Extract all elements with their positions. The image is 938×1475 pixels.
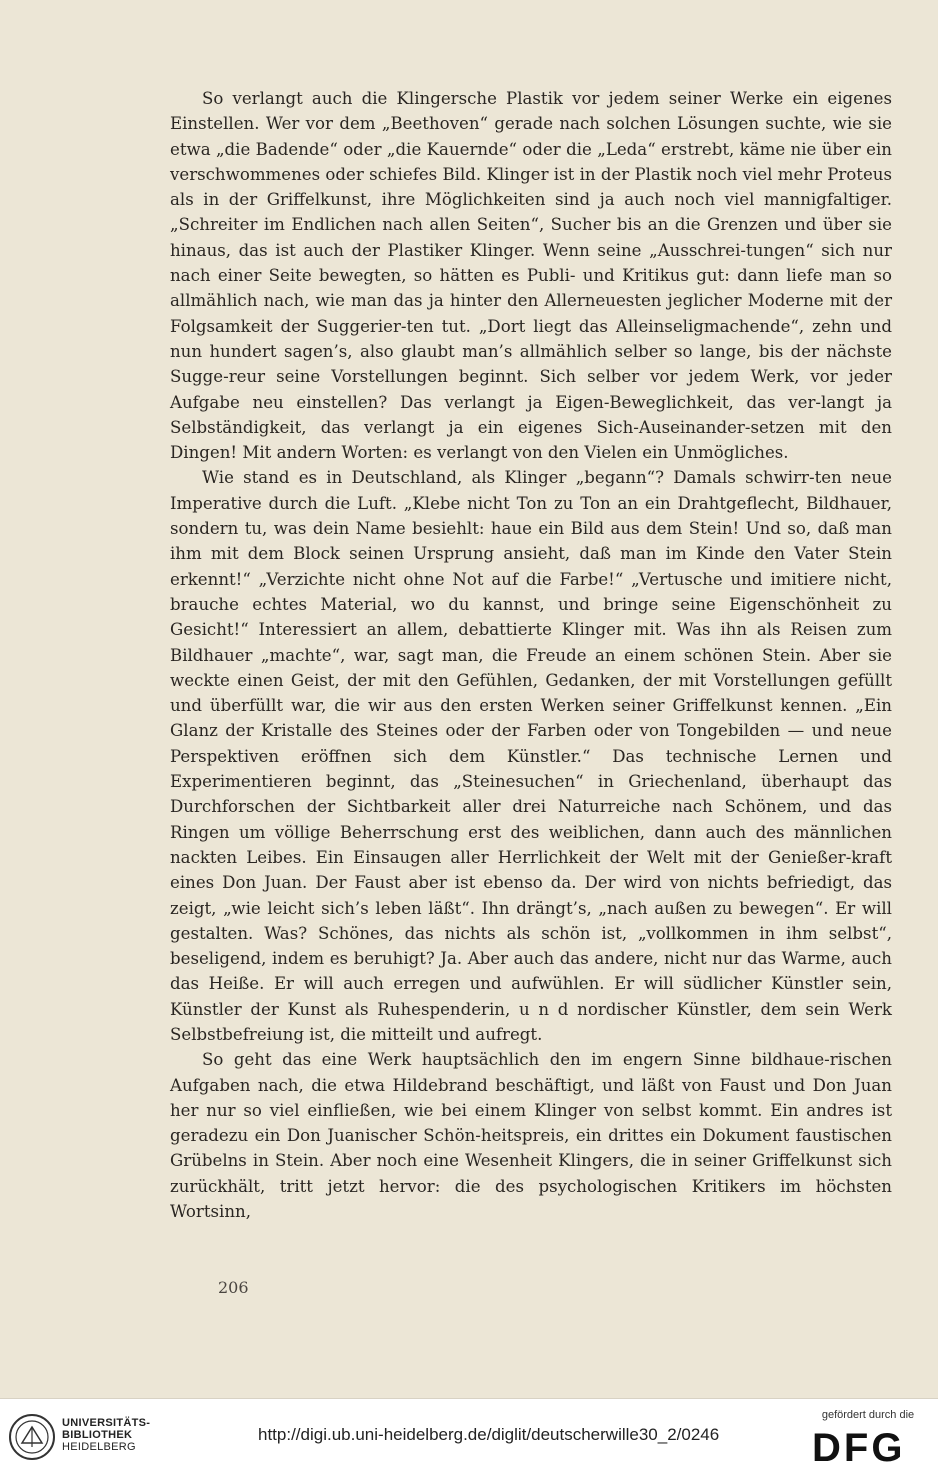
library-name-line3: HEIDELBERG [62,1441,136,1453]
library-name-line2: BIBLIOTHEK [62,1429,133,1441]
library-name-line1: UNIVERSITÄTS- [62,1417,151,1429]
paragraph-1: So verlangt auch die Klingersche Plastik vor jedem seiner Werke ein eigenes Einstellen. Wer vor dem „Beethoven“ gerade nach solchen Lösungen suchte, wie sie etwa „die Badende“ oder „die Kauernde“ oder die „Leda“ erstrebt, käme nie über ein verschwommenes oder schiefes Bild. Klinger ist in der Plastik noch viel mehr Proteus als in der Griffelkunst, ihre Möglichkeiten sind ja auch noch viel mannigfaltiger. „Schreiter im Endlichen nach allen Seiten“, Sucher bis an die Grenzen und über sie hinaus, das ist auch der Plastiker Klinger. Wenn seine „Ausschrei-tungen“ sich nur nach einer Seite bewegten, so hätten es Publi- und Kritikus gut: dann liefe man so allmählich nach, wie man das ja hinter den Allerneuesten jeglicher Moderne mit der Folgsamkeit der Suggerier-ten tut. „Dort liegt das Alleinseligmachende“, zehn und nun hundert sagen’s, also glaubt man’s allmählich selber so lange, bis der nächste Sugge-reur seine Vorstellungen beginnt. Sich selber vor jedem Werk, vor jeder Aufgabe neu einstellen? Das verlangt ja Eigen-Beweglichkeit, das ver-langt ja Selbständigkeit, das verlangt ja ein eigenes Sich-Auseinander-setzen mit den Dingen! Mit andern Worten: es verlangt von den Vielen ein Unmögliches. [170,89,892,463]
library-name [62,1417,150,1453]
permalink-url[interactable]: http://digi.ub.uni-heidelberg.de/diglit/deutscherwille30_2/0246 [258,1425,720,1444]
funding-label: gefördert durch die [821,1409,915,1421]
page-number: 206 [218,1278,249,1297]
university-seal-icon [8,1413,56,1461]
paragraph-3: So geht das eine Werk hauptsächlich den im engern Sinne bildhaue-rischen Aufgaben nach, die etwa Hildebrand beschäftigt, und läßt von Faust und Don Juan her nur so viel einfließen, wie bei einem Klinger von selbst kommt. Ein andres ist geradezu ein Don Juanischer Schön-heitspreis, ein drittes ein Dokument faustischen Grübelns in Stein. Aber noch eine Wesenheit Klingers, die in seiner Griffelkunst sich zurückhält, tritt jetzt hervor: die des psychologischen Kritikers im höchsten Wortsinn, [170,1050,892,1222]
paragraph-2: Wie stand es in Deutschland, als Klinger „begann“? Damals schwirr-ten neue Imperative durch die Luft. „Klebe nicht Ton zu Ton an ein Drahtgeflecht, Bildhauer, sondern tu, was dein Name besiehlt: haue ein Bild aus dem Stein! Und so, daß man ihm mit dem Block seinen Ursprung ansieht, daß man im Kinde den Vater Stein erkennt!“ „Verzichte nicht ohne Not auf die Farbe!“ „Vertusche und imitiere nicht, brauche echtes Material, wo du kannst, und bringe seine Eigenschönheit zu Gesicht!“ Interessiert an allem, debattierte Klinger mit. Was ihn als Reisen zum Bildhauer „machte“, war, sagt man, die Freude an einem schönen Stein. Aber sie weckte einen Geist, der mit den Gefühlen, Gedanken, der mit Vorstellungen gefüllt und überfüllt war, die wir aus den ersten Werken seiner Griffelkunst kennen. „Ein Glanz der Kristalle des Steines oder der Farben oder von Tongebilden — und neue Perspektiven eröffnen sich dem Künstler.“ Das technische Lernen und Experimentieren beginnt, das „Steinesuchen“ in Griechenland, überhaupt das Durchforschen der Sichtbarkeit aller drei Naturreiche nach Schönem, und das Ringen um völlige Beherrschung erst des weiblichen, dann auch des männlichen nackten Leibes. Ein Einsaugen aller Herrlichkeit der Welt mit der Genießer-kraft eines Don Juan. Der Faust aber ist ebenso da. Der wird von nichts befriedigt, das zeigt, „wie leicht sich’s leben läßt“. Ihn drängt’s, „nach außen zu bewegen“. Er will gestalten. Was? Schönes, das nichts als schön ist, „vollkommen in ihm selbst“, beseligend, indem es beruhigt? Ja. Aber auch das andere, nicht nur das Warme, auch das Heiße. Er will auch erregen und aufwühlen. Er will südlicher Künstler sein, Künstler der Kunst als Ruhespenderin, u n d nordischer Künstler, dem sein Werk Selbstbefreiung ist, die mitteilt und aufregt. [170,468,892,1044]
dfg-logo: DFG [812,1426,906,1470]
viewer-footer [0,1398,938,1475]
body-text [170,86,892,1224]
